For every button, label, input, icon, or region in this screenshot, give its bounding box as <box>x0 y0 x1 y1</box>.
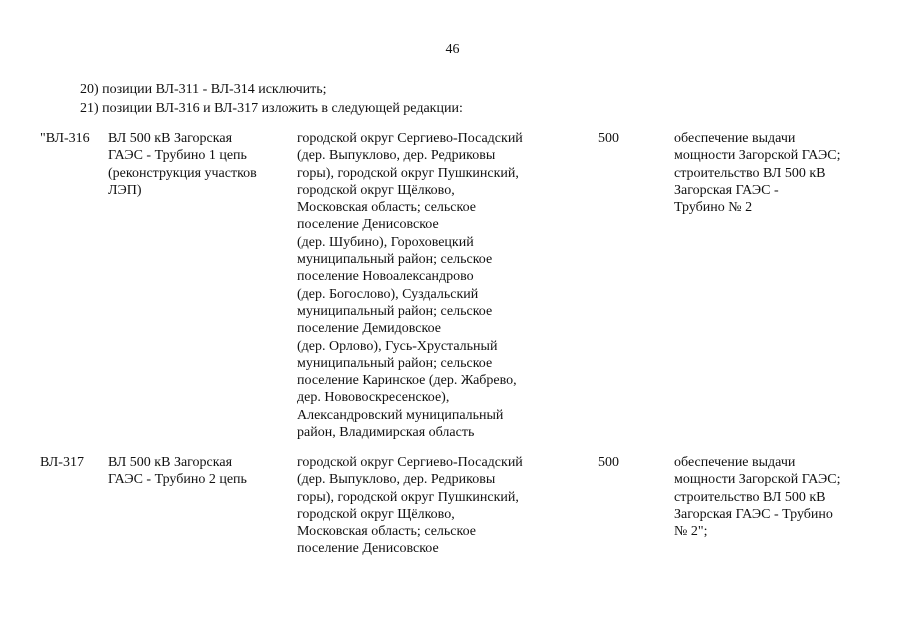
line-name <box>108 454 288 489</box>
voltage: 500 <box>598 455 619 470</box>
purpose-text: мощности Загорской ГАЭС; <box>674 472 841 488</box>
location-text: поселение Новоалександрово <box>297 269 474 285</box>
location-text: поселение Денисовское <box>297 217 439 233</box>
location-text: горы), городской округ Пушкинский, <box>297 165 519 181</box>
location-text: городской округ Щёлково, <box>297 506 455 522</box>
purpose-text: Загорская ГАЭС - <box>674 182 779 198</box>
intro-line-21: 21) позиции ВЛ-316 и ВЛ-317 изложить в следующей редакции: <box>80 101 463 116</box>
line-name-text: ЛЭП) <box>108 182 142 198</box>
purpose-text: мощности Загорской ГАЭС; <box>674 148 841 164</box>
purpose-text: обеспечение выдачи <box>674 131 796 146</box>
location-text: поселение Денисовское <box>297 541 439 557</box>
location-text: городской округ Щёлково, <box>297 182 455 198</box>
line-name-text: ВЛ 500 кВ Загорская <box>108 131 233 146</box>
purpose-text: строительство ВЛ 500 кВ <box>674 489 826 505</box>
location-text: Московская область; сельское <box>297 524 476 540</box>
line-name <box>108 130 288 199</box>
location-text: городской округ Сергиево-Посадский <box>297 131 523 146</box>
purpose <box>674 130 874 216</box>
purpose-text: Загорская ГАЭС - Трубино <box>674 506 833 522</box>
line-name-text: ГАЭС - Трубино 1 цепь <box>108 148 247 164</box>
position-code: ВЛ-317 <box>40 455 84 470</box>
location <box>297 454 557 558</box>
location-text: (дер. Шубино), Гороховецкий <box>297 234 474 250</box>
location-text: (дер. Орлово), Гусь-Хрустальный <box>297 338 498 354</box>
location-text: дер. Нововоскресенское), <box>297 390 450 406</box>
location-text: муниципальный район; сельское <box>297 303 493 319</box>
location-text: городской округ Сергиево-Посадский <box>297 455 523 470</box>
purpose-text: Трубино № 2 <box>674 200 753 216</box>
location-text: Александровский муниципальный <box>297 407 504 423</box>
line-name-text: (реконструкция участков <box>108 165 257 181</box>
purpose <box>674 454 874 540</box>
purpose-text: строительство ВЛ 500 кВ <box>674 165 826 181</box>
location-text: район, Владимирская область <box>297 425 475 441</box>
page-number: 46 <box>445 42 460 57</box>
location-text: (дер. Выпуклово, дер. Редриковы <box>297 472 496 488</box>
location-text: поселение Каринское (дер. Жабрево, <box>297 373 517 389</box>
location-text: муниципальный район; сельское <box>297 355 493 371</box>
purpose-text: обеспечение выдачи <box>674 455 796 470</box>
location-text: (дер. Богослово), Суздальский <box>297 286 479 302</box>
location-text: поселение Демидовское <box>297 321 441 337</box>
location-text: Московская область; сельское <box>297 200 476 216</box>
line-name-text: ГАЭС - Трубино 2 цепь <box>108 472 247 488</box>
location-text: (дер. Выпуклово, дер. Редриковы <box>297 148 496 164</box>
position-code: "ВЛ-316 <box>40 131 90 146</box>
voltage: 500 <box>598 131 619 146</box>
location <box>297 130 557 441</box>
intro-line-20: 20) позиции ВЛ-311 - ВЛ-314 исключить; <box>80 82 327 97</box>
purpose-text: № 2"; <box>674 524 708 540</box>
line-name-text: ВЛ 500 кВ Загорская <box>108 455 233 470</box>
location-text: муниципальный район; сельское <box>297 252 493 268</box>
location-text: горы), городской округ Пушкинский, <box>297 489 519 505</box>
